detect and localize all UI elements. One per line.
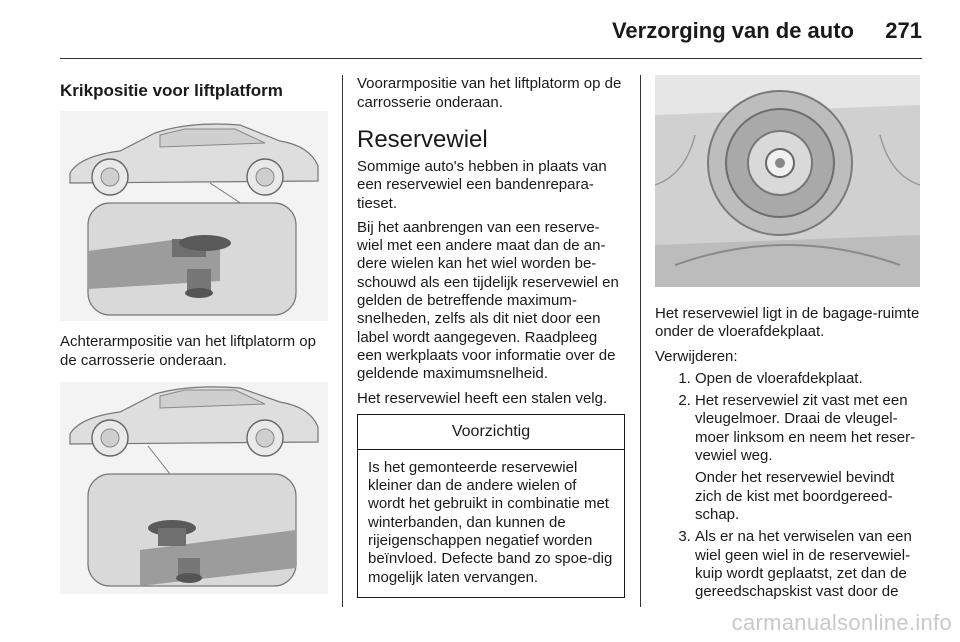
rear-lift-point-illustration bbox=[60, 382, 328, 594]
step-item: 3. Als er na het verwiselen van een wiel geen wiel in de reservewiel-kuip wordt geplaatst, zet dan de gereedschapskist vast door de bbox=[695, 528, 923, 601]
header-rule bbox=[60, 58, 922, 59]
page-header-title: Verzorging van de auto bbox=[611, 18, 854, 43]
front-lift-caption: Voorarmpositie van het liftplatorm op de carrosserie onderaan. bbox=[357, 75, 622, 111]
section-title: Krikpositie voor liftplatform bbox=[60, 81, 283, 100]
remove-label: Verwijderen: bbox=[655, 347, 738, 365]
car-lift-front-image bbox=[60, 111, 328, 321]
column-divider-1 bbox=[342, 75, 343, 607]
spare-wheel-photo bbox=[655, 75, 920, 287]
rear-lift-caption: Achterarmpositie van het liftplatorm op de carrosserie onderaan. bbox=[60, 333, 316, 369]
paragraph-temporary-spare: Bij het aanbrengen van een reserve-wiel met een andere maat dan de an-dere wielen kan het wiel worden be-schouwd als een tijdelijk reservewiel en gelden de betreffende maximum-snelheden, zelfs als dit niet door een label wordt aangegeven. Raadpleeg een werkplaats voor informatie over de geldende maximumsnelheid. bbox=[357, 218, 619, 383]
watermark: carmanualsonline.info bbox=[731, 610, 952, 635]
caution-text: Is het gemonteerde reservewiel kleiner dan de andere wielen of wordt het gebruikt in combinatie met winterbanden, dan kunnen de rijeigenschappen negatief worden beïnvloed. Defecte band zo spoe-dig mogelijk laten vervangen. bbox=[368, 458, 613, 586]
step-item: 2. Het reservewiel zit vast met een vleugelmoer. Draai de vleugel-moer linksom en neem het reser-vewiel weg. Onder het reservewiel bevindt zich de kist met boordgereed-schap. bbox=[695, 392, 923, 524]
column-divider-2 bbox=[640, 75, 641, 607]
step-item: 1. Open de vloerafdekplaat. bbox=[695, 370, 923, 388]
paragraph-spare-location: Het reservewiel ligt in de bagage-ruimte onder de vloerafdekplaat. bbox=[655, 305, 920, 341]
caution-box bbox=[357, 414, 625, 598]
section-heading-spare-wheel: Reservewiel bbox=[357, 126, 488, 153]
removal-steps bbox=[655, 370, 923, 602]
step-note: Onder het reservewiel bevindt zich de kist met boordgereed-schap. bbox=[695, 469, 895, 523]
car-lift-rear-image bbox=[60, 382, 328, 594]
paragraph-repair-kit: Sommige auto's hebben in plaats van een reservewiel een bandenrepara-tieset. bbox=[357, 158, 607, 212]
front-lift-point-illustration bbox=[60, 111, 328, 321]
spare-wheel-image bbox=[655, 75, 920, 287]
page-number: 271 bbox=[885, 18, 922, 43]
column-2 bbox=[357, 75, 625, 598]
paragraph-steel-rim: Het reservewiel heeft een stalen velg. bbox=[357, 389, 608, 407]
column-1 bbox=[60, 75, 328, 594]
caution-title: Voorzichtig bbox=[358, 415, 624, 450]
column-3 bbox=[655, 75, 923, 605]
